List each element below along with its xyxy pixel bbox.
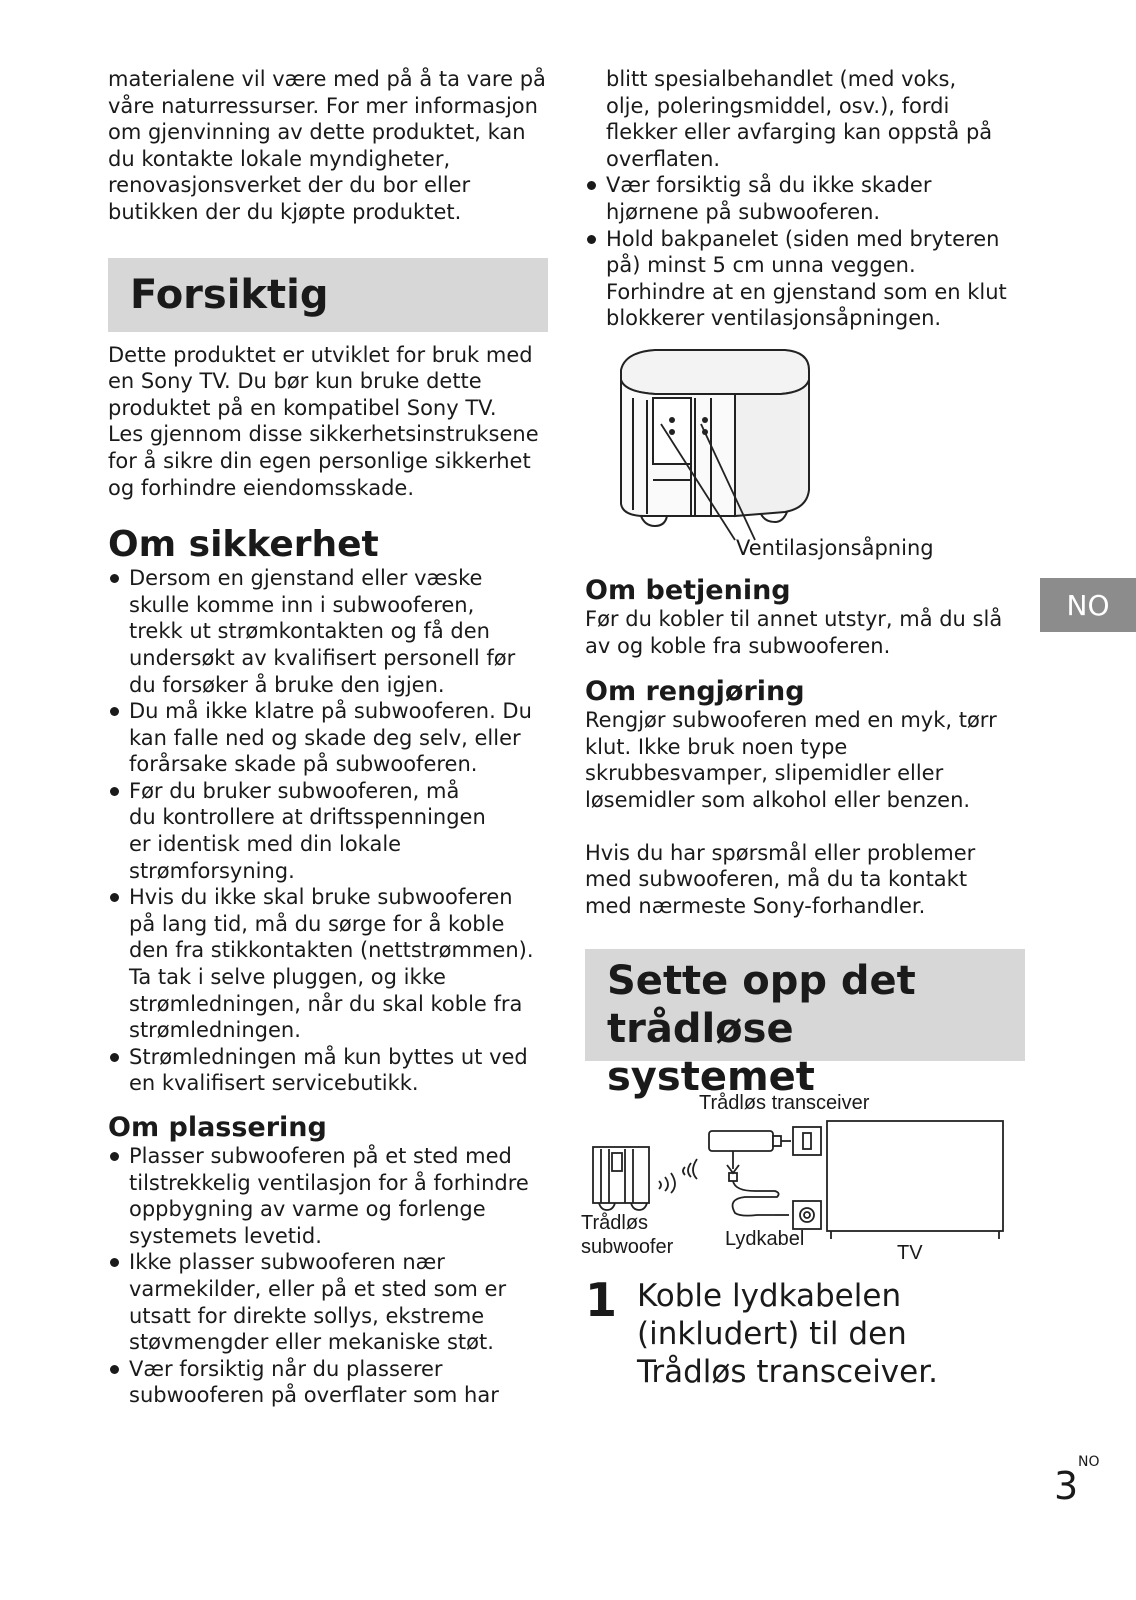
vent-label: Ventilasjonsåpning	[736, 535, 934, 560]
questions-paragraph: Hvis du har spørsmål eller problemer med subwooferen, må du ta kontakt med nærmeste Sony-forhandler.	[585, 840, 976, 918]
list-item: Plasser subwooferen på et sted med tilstrekkelig ventilasjon for å forhindre oppbygning av varme og forlenge systemets levetid.	[108, 1143, 548, 1249]
operation-paragraph: Før du kobler til annet utstyr, må du slå av og koble fra subwooferen.	[585, 606, 1003, 658]
subwoofer-illustration	[585, 340, 1025, 562]
operation-heading: Om betjening	[585, 574, 791, 606]
cable-label: Lydkabel	[725, 1228, 805, 1251]
step-number: 1	[585, 1273, 618, 1328]
transceiver-label: Trådløs transceiver	[699, 1092, 870, 1115]
placement-list	[108, 1143, 548, 1409]
caution-paragraph: Dette produktet er utviklet for bruk med en Sony TV. Du bør kun bruke dette produktet på en kompatibel Sony TV. Les gjennom disse sikkerhetsinstruksene for å sikre din egen personlige sikkerhet og forhindre eiendomsskade.	[108, 342, 539, 500]
cleaning-paragraph: Rengjør subwooferen med en myk, tørr klut. Ikke bruk noen type skrubbesvamper, slipemidler eller løsemidler som alkohol eller benzen.	[585, 708, 997, 812]
list-item: Vær forsiktig så du ikke skader hjørnene på subwooferen.	[585, 172, 1025, 225]
page-number: 3	[1054, 1464, 1079, 1508]
list-item: Ikke plasser subwooferen nær varmekilder, eller på et sted som er utsatt for direkte sollys, ekstreme støvmengder eller mekaniske støt.	[108, 1249, 548, 1355]
language-tab: NO	[1040, 578, 1136, 632]
subwoofer-vent-figure	[585, 340, 1025, 562]
list-item: Før du bruker subwooferen, må du kontrollere at driftsspenningen er identisk med din lokale strømforsyning.	[108, 778, 548, 884]
intro-paragraph: materialene vil være med på å ta vare på våre naturressurser. For mer informasjon om gjenvinning av dette produktet, kan du kontakte lokale myndigheter, renovasjonsverket der du bor eller butikken der du kjøpte produktet.	[108, 67, 546, 224]
step-text: Koble lydkabelen (inkludert) til den Trådløs transceiver.	[637, 1278, 938, 1391]
list-item: Dersom en gjenstand eller væske skulle komme inn i subwooferen, trekk ut strømkontakten og få den undersøkt av kvalifisert personell før du forsøker å bruke den igjen.	[108, 565, 548, 698]
placement-heading: Om plassering	[108, 1112, 327, 1143]
safety-list	[108, 565, 548, 1097]
list-item: Hold bakpanelet (siden med bryteren på) minst 5 cm unna veggen. Forhindre at en gjenstand som en klut blokkerer ventilasjonsåpningen.	[585, 226, 1025, 332]
wireless-setup-diagram	[581, 1083, 1025, 1283]
cleaning-heading: Om rengjøring	[585, 676, 805, 708]
list-item: Strømledningen må kun byttes ut ved en kvalifisert servicebutikk.	[108, 1044, 548, 1097]
subwoofer-label-line2: subwoofer	[581, 1236, 674, 1259]
list-item: Du må ikke klatre på subwooferen. Du kan falle ned og skade deg selv, eller forårsake skade på subwooferen.	[108, 698, 548, 778]
list-item: Vær forsiktig når du plasserer subwooferen på overflater som har	[108, 1356, 548, 1409]
left-column	[108, 66, 548, 1409]
list-item: blitt spesialbehandlet (med voks, olje, poleringsmiddel, osv.), fordi flekker eller avfarging kan oppstå på overflaten.	[606, 67, 993, 171]
placement-list-continued	[585, 66, 1025, 332]
subwoofer-label-line1: Trådløs	[581, 1212, 649, 1235]
page-number-suffix: NO	[1078, 1454, 1100, 1470]
safety-heading: Om sikkerhet	[108, 524, 379, 566]
setup-heading: Sette opp det trådløse systemet	[585, 949, 1025, 1061]
setup-step-1	[585, 1273, 1025, 1391]
caution-heading: Forsiktig	[108, 258, 548, 332]
right-column	[581, 66, 1025, 1391]
tv-label: TV	[897, 1242, 923, 1265]
list-item: Hvis du ikke skal bruke subwooferen på lang tid, må du sørge for å koble den fra stikkontakten (nettstrømmen). Ta tak i selve pluggen, og ikke strømledningen, når du skal koble fra strømledningen.	[108, 884, 548, 1044]
